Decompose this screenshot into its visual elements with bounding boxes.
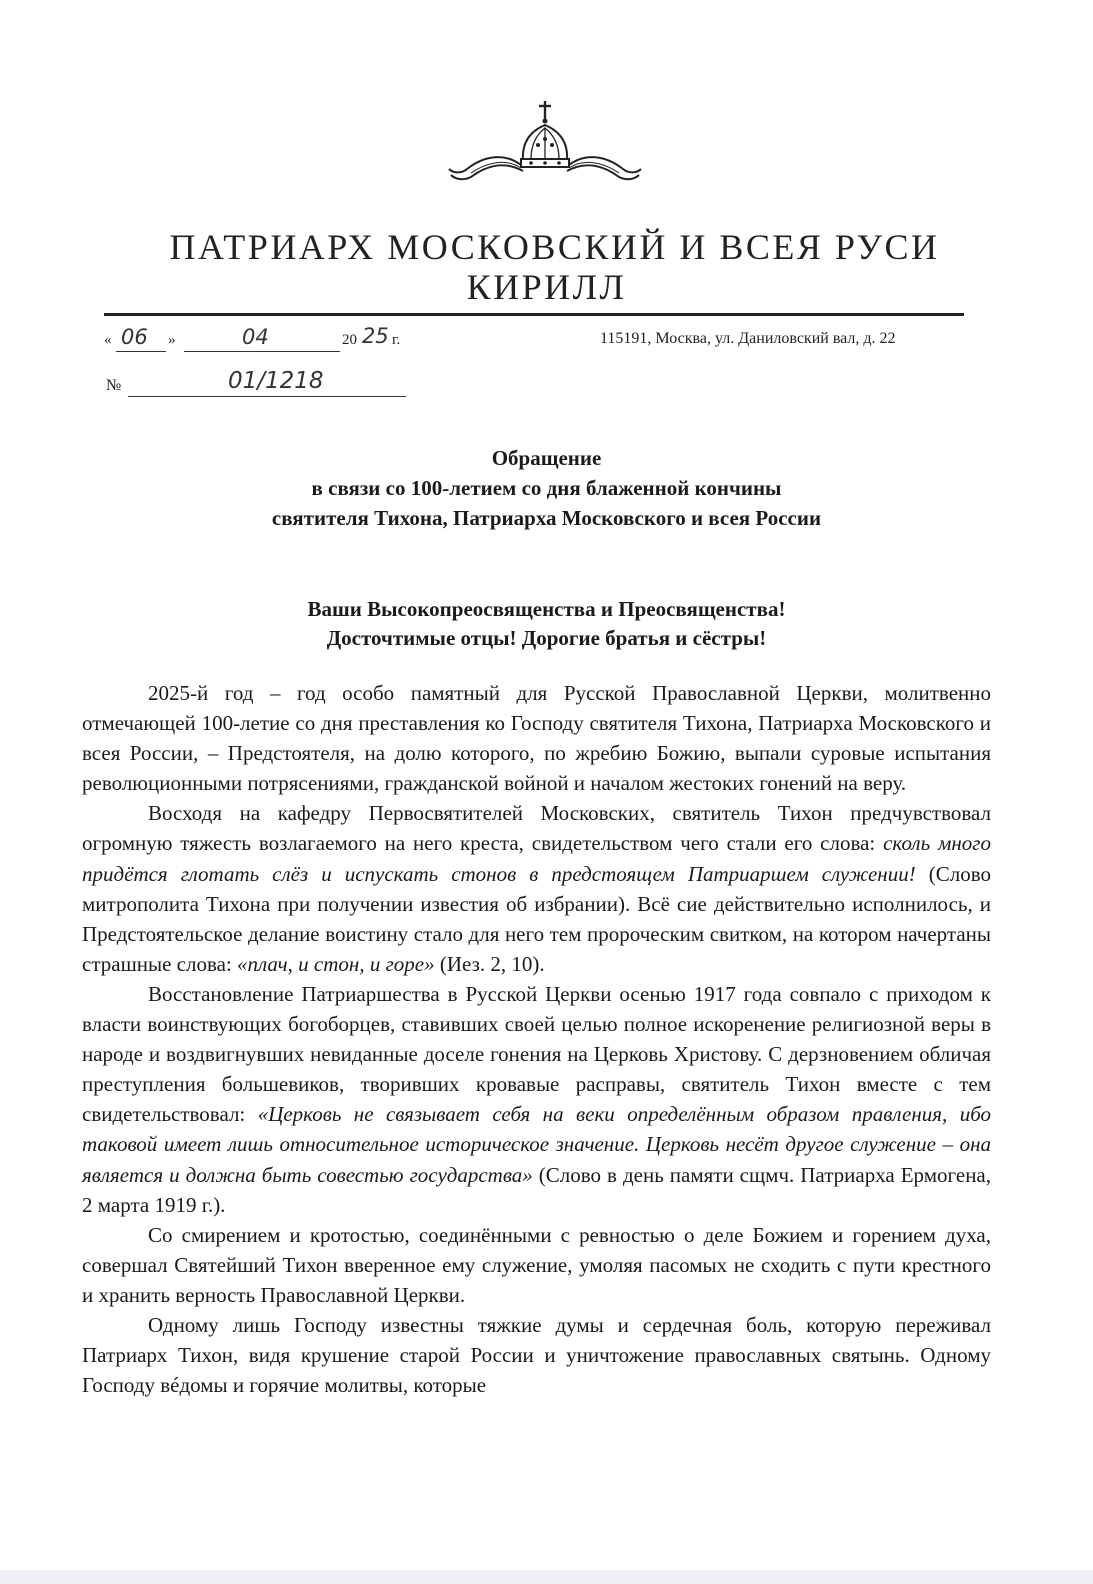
paragraph-2 <box>82 798 991 979</box>
date-open-quote: « <box>104 332 112 348</box>
office-address: 115191, Москва, ул. Даниловский вал, д. 22 <box>600 330 896 347</box>
document-heading-subtitle-2: святителя Тихона, Патриарха Московского и всея России <box>271 506 822 530</box>
date-month-underline <box>184 351 340 352</box>
document-number-value: 01/1218 <box>228 368 324 394</box>
paragraph-2-text-c: (Иез. 2, 10). <box>434 951 545 976</box>
salutation-line-2: Досточтимые отцы! Дорогие братья и сёстры! <box>326 626 767 650</box>
paragraph-3 <box>82 979 991 1220</box>
letterhead-name: КИРИЛЛ <box>466 267 627 307</box>
paragraph-3-text-b: (Слово в день памяти сщмч. Патриарха Ермогена, 2 марта 1919 г.). <box>82 1162 991 1217</box>
letterhead-title: ПАТРИАРХ МОСКОВСКИЙ И ВСЕЯ РУСИ <box>169 227 940 267</box>
paragraph-4: Со смирением и кротостью, соединёнными с ревностью о деле Божием и горением духа, совершал Святейший Тихон вверенное ему служение, умоляя пасомых не сходить с пути крестного и хранить верность Православной Церкви. <box>82 1222 991 1307</box>
paragraph-2-text-a: Восходя на кафедру Первосвятителей Московских, святитель Тихон предчувствовал огромную тяжесть возлагаемого на него креста, свидетельством чего стали его слова: <box>82 801 991 856</box>
paragraph-3-quote: «Церковь не связывает себя на веки определённым образом правления, ибо таковой имеет лишь относительное историческое значение. Церковь несёт другое служение – она является и должна быть совестью государства» <box>82 1102 991 1187</box>
date-month: 04 <box>242 325 269 349</box>
paragraph-2-text-b: (Слово митрополита Тихона при получении известия об избрании). Всё сие действительно исполнилось, и Предстоятельское делание воистину стало для него тем пророческим свитком, на котором начертаны страшные слова: <box>82 861 991 976</box>
paragraph-1: 2025-й год – год особо памятный для Русской Православной Церкви, молитвенно отмечающей 100-летие со дня преставления ко Господу святителя Тихона, Патриарха Московского и всея России, – Предстоятеля, на долю которого, по жребию Божию, выпали суровые испытания революционными потрясениями, гражданской войной и началом жестоких гонений на веру. <box>82 681 991 796</box>
document-heading-subtitle-1: в связи со 100-летием со дня блаженной кончины <box>311 476 782 500</box>
document-number-underline <box>128 396 406 397</box>
paragraph-2-quote-1: сколь много придётся глотать слёз и испускать стонов в предстоящем Патриаршем служении! <box>82 831 991 886</box>
paragraph-3-text-a: Восстановление Патриаршества в Русской Церкви осенью 1917 года совпало с приходом к власти воинствующих богоборцев, ставивших своей целью полное искоренение религиозной веры в народе и воздвигнувших невиданные доселе гонения на Церковь Христову. С дерзновением обличая преступления большевиков, творивших кровавые расправы, святитель Тихон вместе с тем свидетельствовал: <box>82 981 991 1127</box>
letterhead-divider <box>104 313 964 316</box>
date-close-quote: » <box>168 332 176 348</box>
date-year-suffix: 25 <box>362 324 389 348</box>
document-number-label: № <box>106 377 122 394</box>
salutation-line-1: Ваши Высокопреосвященства и Преосвященства! <box>307 597 786 621</box>
document-heading-title: Обращение <box>491 446 602 470</box>
paragraph-2-quote-2: «плач, и стон, и горе» <box>237 951 435 976</box>
date-year-prefix: 20 <box>342 332 357 348</box>
date-year-unit: г. <box>392 332 401 348</box>
date-day-underline <box>116 351 166 352</box>
letter-body <box>82 678 991 1400</box>
paragraph-5: Одному лишь Господу известны тяжкие думы и сердечная боль, которую переживал Патриарх Тихон, видя крушение старой России и уничтожение православных святынь. Одному Господу вéдомы и горячие молитвы, которые <box>82 1312 991 1398</box>
date-day: 06 <box>121 325 148 349</box>
patriarch-crown-emblem-icon <box>445 95 645 187</box>
